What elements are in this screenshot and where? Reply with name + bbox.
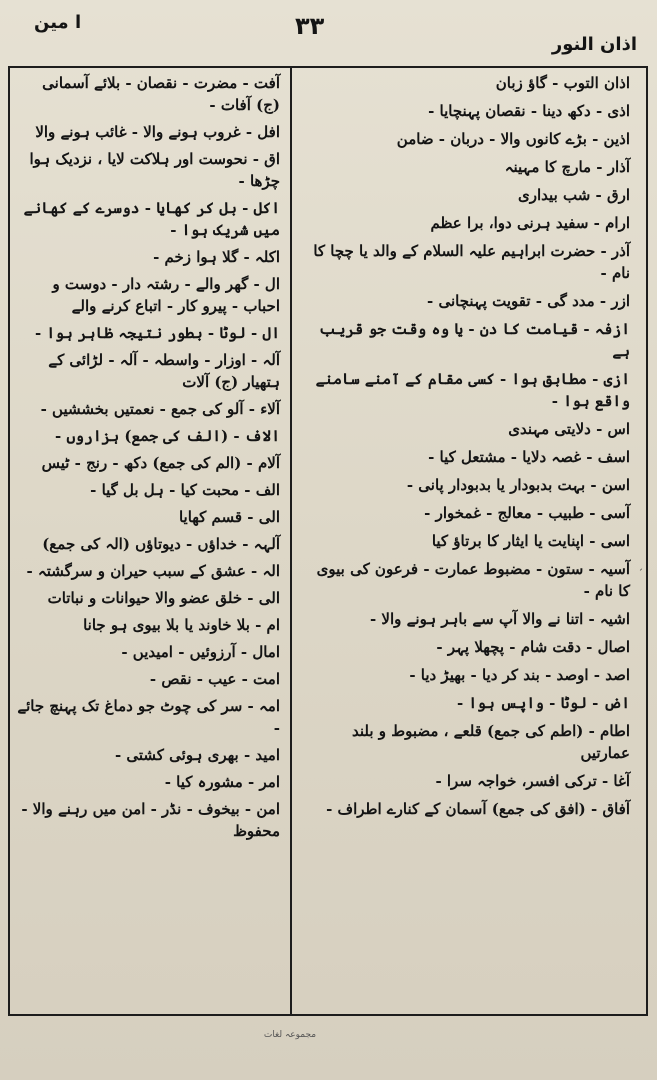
dictionary-entry: اصد - اوصد - بند کر دیا - بھیڑ دیا - [409,666,630,684]
dictionary-entry: امہ - سر کی چوٹ جو دماغ تک پہنچ جائے - [17,697,280,737]
dictionary-entry: اطام - (اطم کی جمع) قلعے ، مضبوط و بلند عمارتیں [351,722,630,762]
header-section-title: اذان النور [551,34,637,55]
right-column [300,72,640,826]
dictionary-entry: اکلہ - گلا ہوا زخم - [153,248,280,266]
dictionary-entry: اسف - غصہ دلایا - مشتعل کیا - [428,448,630,466]
dictionary-entry: آلام - (الم کی جمع) دکھ - رنج - ٹیس [41,454,280,472]
header-entry-range: ا مین [34,12,82,33]
dictionary-entry: ازفہ - قیامت کا دن - یا وہ وقت جو قریب ہے [319,320,630,360]
dictionary-entry: اذان التوب - گاؤ زبان [495,74,630,92]
dictionary-entry: آلہ - اوزار - واسطہ - آلہ - لڑائی کے ہتھیار (ج) آلات [48,351,280,391]
dictionary-entry: افل - غروب ہونے والا - غائب ہونے والا [35,123,280,141]
dictionary-entry: اذی - دکھ دینا - نقصان پہنچایا - [428,102,630,120]
dictionary-entry: آسی - طبیب - معالج - غمخوار - [424,504,630,522]
dictionary-entry: الہ - عشق کے سبب حیران و سرگشتہ - [26,562,280,580]
dictionary-entry: اق - نحوست اور ہلاکت لایا ، نزدیک ہوا چڑھا - [29,150,280,190]
dictionary-entry: ام - بلا خاوند یا بلا بیوی ہو جانا [83,616,280,634]
page-footer: مجموعہ لغات [263,1030,317,1040]
dictionary-entry: اصال - دقت شام - پچھلا پہر - [436,638,630,656]
dictionary-entry: ال - گھر والے - رشتہ دار - دوست و احباب - پیرو کار - اتباع کرنے والے [52,275,280,315]
margin-mark-icon: ˏ [638,560,643,571]
dictionary-entry: ازی - مطابق ہوا - کسی مقام کے آمنے سامنے واقع ہوا - [315,370,630,410]
left-column [14,72,284,847]
dictionary-entry: الاف - (الف کی جمع) ہزاروں - [55,427,280,445]
dictionary-entry: اذین - بڑے کانوں والا - دربان - ضامن [396,130,630,148]
dictionary-entry: اسن - بہت بدبودار یا بدبودار پانی - [406,476,630,494]
dictionary-entry: آلہہ - خداؤں - دیوتاؤں (الہ کی جمع) [42,535,280,553]
page-header [0,0,657,62]
dictionary-entry: آفاق - (افق کی جمع) آسمان کے کنارے اطراف - [326,800,630,818]
dictionary-entry: ال - لوٹا - بطور نتیجہ ظاہر ہوا - [34,324,280,342]
dictionary-entry: امت - عیب - نقص - [149,670,280,688]
dictionary-entry: آسیہ - ستون - مضبوط عمارت - فرعون کی بیوی کا نام - [316,560,630,600]
dictionary-entry: آفت - مضرت - نقصان - بلائے آسمانی (ج) آفات - [42,74,280,114]
dictionary-entry: اسی - اپنایت یا ایثار کا برتاؤ کیا [431,532,630,550]
dictionary-entry: آلاء - آلو کی جمع - نعمتیں بخششیں - [40,400,280,418]
dictionary-entry: ازر - مدد گی - تقویت پہنچانی - [427,292,630,310]
dictionary-entry: الف - محبت کیا - ہل بل گیا - [90,481,280,499]
dictionary-entry: اس - دلایتی مہندی [508,420,630,438]
page-number: ۳۳ [295,12,325,40]
dictionary-entry: امن - بیخوف - نڈر - امن میں رہنے والا - محفوظ [21,800,280,840]
dictionary-entry: آذار - مارچ کا مہینہ [504,158,630,176]
dictionary-entry: اض - لوٹا - واپس ہوا - [456,694,630,712]
dictionary-entry: اکل - بل کر کھایا - دوسرے کے کھانے میں شریک ہوا - [23,199,280,239]
dictionary-entry: آذر - حضرت ابراہیم علیہ السلام کے والد یا چچا کا نام - [313,242,630,282]
dictionary-entry: الی - قسم کھایا [178,508,280,526]
dictionary-entry: ارق - شب بیداری [518,186,630,204]
column-divider [290,66,292,1016]
dictionary-entry: ارام - سفید ہرنی دوا، برا عظم [430,214,630,232]
dictionary-entry: امال - آرزوئیں - امیدیں - [121,643,280,661]
dictionary-entry: الی - خلق عضو والا حیوانات و نباتات [47,589,280,607]
dictionary-entry: اشیہ - اتنا نے والا آپ سے باہر ہونے والا - [369,610,630,628]
dictionary-entry: امید - بھری ہوئی کشتی - [114,746,280,764]
dictionary-entry: آغا - ترکی افسر، خواجہ سرا - [435,772,630,790]
dictionary-entry: امر - مشورہ کیا - [164,773,280,791]
